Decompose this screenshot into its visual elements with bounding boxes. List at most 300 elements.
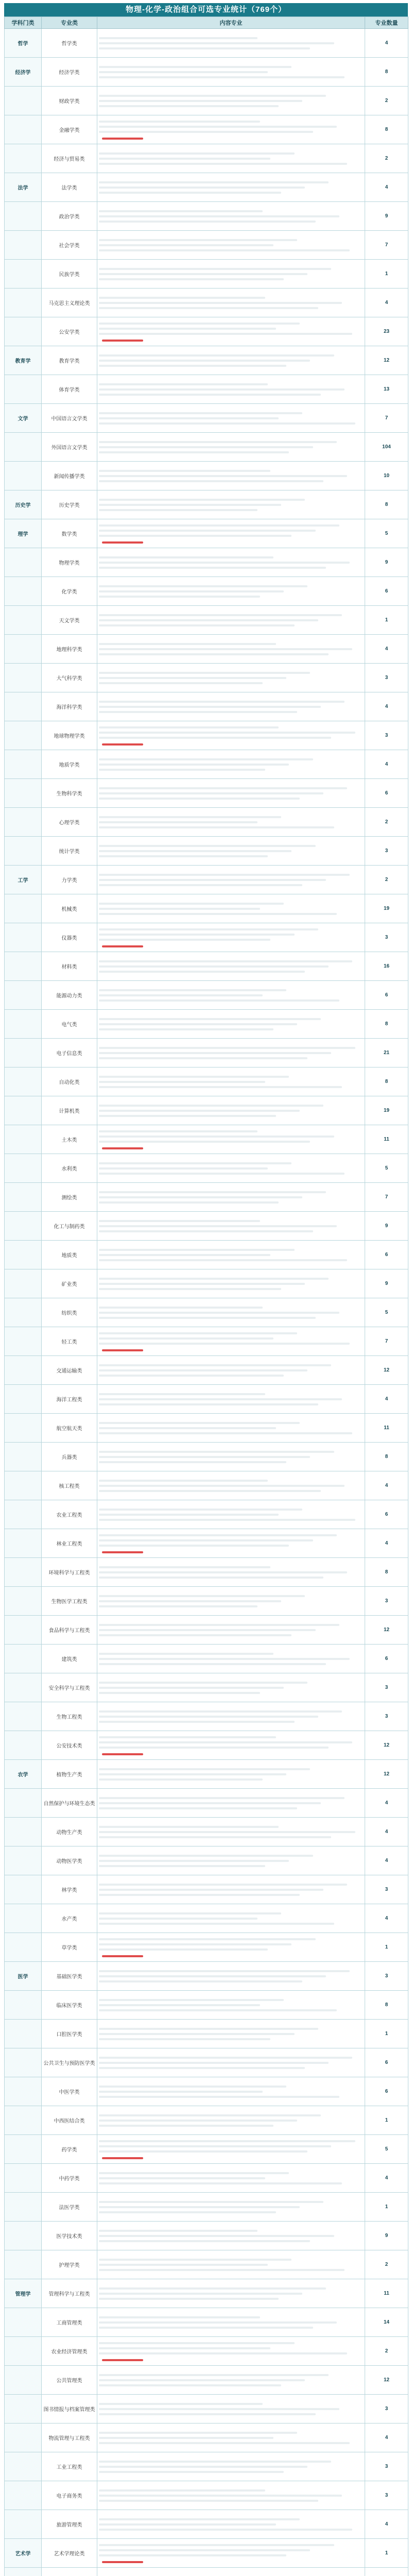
- row-subcategory: 社会学类: [42, 231, 97, 260]
- row-count: 4: [365, 1789, 408, 1818]
- content-text-line: [99, 701, 345, 703]
- content-text-line: [99, 360, 310, 362]
- row-content-list: [97, 1414, 365, 1443]
- row-subcategory: 仪器类: [42, 923, 97, 952]
- row-count: 9: [365, 202, 408, 231]
- content-text-line: [99, 672, 310, 674]
- row-count: 4: [365, 173, 408, 202]
- row-category: [5, 2135, 42, 2164]
- table-row: [5, 1414, 408, 1443]
- row-count: 1: [365, 260, 408, 289]
- table-row: [5, 1645, 408, 1673]
- row-content-list: [97, 866, 365, 894]
- content-text-line: [99, 42, 334, 44]
- content-text-line: [99, 2529, 352, 2531]
- table-row: [5, 894, 408, 923]
- row-subcategory: 力学类: [42, 866, 97, 894]
- row-category: [5, 1673, 42, 1702]
- row-subcategory: 临床医学类: [42, 1991, 97, 2020]
- table-row: [5, 1385, 408, 1414]
- row-count: 8: [365, 58, 408, 87]
- content-text-line: [99, 2461, 331, 2463]
- row-subcategory: 管理科学与工程类: [42, 2279, 97, 2308]
- content-text-line: [99, 2201, 323, 2203]
- row-subcategory: 大气科学类: [42, 664, 97, 692]
- header-count: 专业数量: [365, 17, 408, 29]
- row-subcategory: 核工程类: [42, 1471, 97, 1500]
- content-text-line: [99, 441, 337, 443]
- row-subcategory: 护理学类: [42, 2250, 97, 2279]
- content-text-line: [99, 855, 268, 857]
- row-category: 教育学: [5, 346, 42, 375]
- content-text-line: [99, 1509, 302, 1511]
- content-text-line: [99, 1943, 291, 1945]
- row-category: [5, 1702, 42, 1731]
- content-text-line: [99, 302, 342, 304]
- table-row: [5, 1991, 408, 2020]
- row-category: [5, 1241, 42, 1269]
- row-category: [5, 808, 42, 837]
- row-category: [5, 664, 42, 692]
- row-subcategory: 工商管理类: [42, 2308, 97, 2337]
- table-row: [5, 1731, 408, 1760]
- row-content-list: [97, 952, 365, 981]
- row-category: [5, 750, 42, 779]
- content-text-line: [99, 1115, 276, 1117]
- row-count: 1: [365, 2539, 408, 2568]
- content-text-line: [99, 1682, 307, 1684]
- row-subcategory: 艺术学理论类: [42, 2539, 97, 2568]
- highlighted-text-marker: [102, 138, 143, 140]
- row-count: 6: [365, 981, 408, 1010]
- row-content-list: [97, 1789, 365, 1818]
- content-text-line: [99, 1865, 265, 1867]
- content-text-line: [99, 192, 281, 194]
- content-text-line: [99, 2091, 263, 2093]
- content-text-line: [99, 1747, 329, 1749]
- row-count: 4: [365, 750, 408, 779]
- content-text-line: [99, 2062, 329, 2064]
- row-content-list: [97, 144, 365, 173]
- table-row: [5, 1212, 408, 1241]
- content-text-line: [99, 758, 313, 760]
- content-text-line: [99, 1663, 326, 1665]
- row-category: 理学: [5, 519, 42, 548]
- row-category: [5, 1789, 42, 1818]
- row-subcategory: 农业经济管理类: [42, 2337, 97, 2366]
- content-text-line: [99, 1970, 350, 1972]
- table-row: [5, 866, 408, 894]
- table-row: [5, 2452, 408, 2481]
- content-text-line: [99, 1259, 347, 1261]
- row-subcategory: 环境科学与工程类: [42, 1558, 97, 1587]
- table-row: [5, 1673, 408, 1702]
- content-text-line: [99, 939, 270, 941]
- content-text-line: [99, 826, 334, 828]
- row-content-list: [97, 779, 365, 808]
- content-text-line: [99, 2150, 307, 2153]
- row-category: [5, 1183, 42, 1212]
- row-category: [5, 606, 42, 635]
- row-content-list: [97, 1212, 365, 1241]
- content-text-line: [99, 1836, 331, 1838]
- row-count: 4: [365, 1385, 408, 1414]
- content-text-line: [99, 105, 279, 107]
- content-text-line: [99, 1768, 310, 1770]
- content-text-line: [99, 2466, 307, 2468]
- content-text-line: [99, 152, 295, 155]
- row-content-list: [97, 2279, 365, 2308]
- content-text-line: [99, 792, 323, 794]
- row-subcategory: 历史学类: [42, 490, 97, 519]
- row-content-list: [97, 1587, 365, 1616]
- row-count: 8: [365, 1443, 408, 1471]
- row-count: 3: [365, 1875, 408, 1904]
- content-text-line: [99, 1141, 310, 1143]
- content-text-line: [99, 585, 307, 587]
- row-category: [5, 1846, 42, 1875]
- row-count: 5: [365, 1154, 408, 1183]
- content-text-line: [99, 126, 337, 128]
- content-text-line: [99, 1884, 347, 1886]
- row-content-list: [97, 1067, 365, 1096]
- content-text-line: [99, 2518, 300, 2520]
- content-text-line: [99, 908, 260, 910]
- table-row: [5, 548, 408, 577]
- table-row: [5, 808, 408, 837]
- row-count: 4: [365, 29, 408, 58]
- row-count: 5: [365, 2135, 408, 2164]
- content-text-line: [99, 1278, 329, 1280]
- content-text-line: [99, 2293, 302, 2295]
- content-text-line: [99, 1403, 318, 1405]
- content-text-line: [99, 1332, 297, 1334]
- row-subcategory: 测绘类: [42, 1183, 97, 1212]
- content-text-line: [99, 1721, 295, 1723]
- content-text-line: [99, 874, 350, 876]
- table-row: [5, 462, 408, 490]
- row-category: [5, 1067, 42, 1096]
- content-text-line: [99, 934, 295, 936]
- content-text-line: [99, 328, 276, 330]
- content-text-line: [99, 417, 279, 419]
- content-text-line: [99, 2206, 300, 2208]
- table-row: [5, 721, 408, 750]
- content-text-line: [99, 412, 302, 414]
- content-text-line: [99, 1136, 334, 1138]
- row-subcategory: 矿业类: [42, 1269, 97, 1298]
- row-count: 2: [365, 2337, 408, 2366]
- row-count: 2: [365, 808, 408, 837]
- content-text-line: [99, 567, 326, 569]
- table-row: [5, 2424, 408, 2452]
- table-row: [5, 231, 408, 260]
- row-subcategory: 物理学类: [42, 548, 97, 577]
- row-category: [5, 2193, 42, 2222]
- row-count: 4: [365, 1818, 408, 1846]
- content-text-line: [99, 682, 263, 684]
- content-text-line: [99, 394, 321, 396]
- content-text-line: [99, 100, 302, 102]
- row-category: [5, 202, 42, 231]
- row-content-list: [97, 750, 365, 779]
- table-row: [5, 1875, 408, 1904]
- content-text-line: [99, 354, 334, 357]
- row-subcategory: 动物医学类: [42, 1846, 97, 1875]
- content-text-line: [99, 2259, 291, 2261]
- row-subcategory: 政治学类: [42, 202, 97, 231]
- content-text-line: [99, 677, 286, 679]
- row-category: 法学: [5, 173, 42, 202]
- content-text-line: [99, 1028, 273, 1030]
- row-category: [5, 1875, 42, 1904]
- row-content-list: [97, 1385, 365, 1414]
- table-row: [5, 2250, 408, 2279]
- row-category: [5, 115, 42, 144]
- content-text-line: [99, 764, 289, 766]
- content-text-line: [99, 215, 339, 217]
- row-count: 6: [365, 2048, 408, 2077]
- row-subcategory: 公共卫生与预防医学类: [42, 2048, 97, 2077]
- row-count: 3: [365, 664, 408, 692]
- content-text-line: [99, 1201, 279, 1204]
- content-text-line: [99, 1948, 268, 1951]
- table-row: [5, 1356, 408, 1385]
- row-content-list: [97, 1702, 365, 1731]
- row-content-list: [97, 2539, 365, 2568]
- row-category: [5, 1587, 42, 1616]
- content-text-line: [99, 1855, 313, 1857]
- row-content-list: [97, 2481, 365, 2510]
- row-content-list: [97, 1096, 365, 1125]
- row-category: [5, 2452, 42, 2481]
- highlighted-text-marker: [102, 1349, 143, 1351]
- content-text-line: [99, 1191, 326, 1193]
- content-text-line: [99, 1831, 355, 1833]
- content-text-line: [99, 711, 297, 713]
- content-text-line: [99, 913, 337, 915]
- content-text-line: [99, 2264, 268, 2266]
- row-count: 14: [365, 2308, 408, 2337]
- row-category: [5, 635, 42, 664]
- row-count: 3: [365, 1587, 408, 1616]
- content-text-line: [99, 2347, 270, 2349]
- row-count: 19: [365, 894, 408, 923]
- content-text-line: [99, 2374, 329, 2376]
- table-row: [5, 1616, 408, 1645]
- row-subcategory: 安全科学与工程类: [42, 1673, 97, 1702]
- row-count: 1: [365, 2020, 408, 2048]
- row-count: 9: [365, 548, 408, 577]
- row-category: [5, 1327, 42, 1356]
- content-text-line: [99, 2379, 305, 2381]
- row-count: 3: [365, 1673, 408, 1702]
- row-category: [5, 375, 42, 404]
- row-content-list: [97, 519, 365, 548]
- content-text-line: [99, 1451, 334, 1453]
- table-row: [5, 1241, 408, 1269]
- row-content-list: [97, 1818, 365, 1846]
- table-row: [5, 2077, 408, 2106]
- table-row: [5, 2568, 408, 2576]
- content-text-line: [99, 2408, 339, 2410]
- content-text-line: [99, 2327, 313, 2329]
- content-text-line: [99, 1369, 307, 1371]
- row-subcategory: 法医学类: [42, 2193, 97, 2222]
- row-category: 管理学: [5, 2279, 42, 2308]
- content-text-line: [99, 850, 291, 852]
- content-text-line: [99, 816, 281, 818]
- row-category: [5, 1904, 42, 1933]
- content-text-line: [99, 2437, 273, 2439]
- content-text-line: [99, 2057, 352, 2059]
- content-text-line: [99, 76, 345, 78]
- row-subcategory: 电子信息类: [42, 1039, 97, 1067]
- row-count: 12: [365, 346, 408, 375]
- content-text-line: [99, 1807, 297, 1809]
- row-content-list: [97, 2020, 365, 2048]
- content-text-line: [99, 1797, 345, 1799]
- row-category: [5, 1125, 42, 1154]
- row-subcategory: 水产类: [42, 1904, 97, 1933]
- row-content-list: [97, 1269, 365, 1298]
- content-text-line: [99, 1130, 258, 1132]
- row-category: [5, 1933, 42, 1962]
- content-text-line: [99, 2523, 276, 2526]
- row-count: 2: [365, 866, 408, 894]
- content-text-line: [99, 971, 305, 973]
- row-subcategory: 图书情报与档案管理类: [42, 2395, 97, 2424]
- row-subcategory: 工业工程类: [42, 2452, 97, 2481]
- row-subcategory: 海洋工程类: [42, 1385, 97, 1414]
- content-text-line: [99, 1658, 350, 1660]
- document-title: 物理-化学-政治组合可选专业统计（769个）: [4, 3, 408, 16]
- row-category: [5, 317, 42, 346]
- content-text-line: [99, 2038, 270, 2040]
- highlighted-text-marker: [102, 945, 143, 947]
- content-text-line: [99, 2114, 321, 2116]
- row-category: 农学: [5, 1760, 42, 1789]
- table-row: [5, 58, 408, 87]
- content-text-line: [99, 1456, 310, 1458]
- table-row: [5, 2366, 408, 2395]
- table-row: [5, 317, 408, 346]
- row-count: 13: [365, 375, 408, 404]
- table-row: [5, 664, 408, 692]
- row-content-list: [97, 1010, 365, 1039]
- content-text-line: [99, 1773, 286, 1775]
- content-text-line: [99, 1230, 313, 1232]
- table-row: [5, 1904, 408, 1933]
- content-text-line: [99, 422, 355, 425]
- row-category: [5, 1991, 42, 2020]
- row-content-list: [97, 664, 365, 692]
- row-count: 16: [365, 952, 408, 981]
- row-content-list: [97, 1558, 365, 1587]
- row-category: [5, 894, 42, 923]
- content-text-line: [99, 2352, 347, 2354]
- table-row: [5, 1587, 408, 1616]
- content-text-line: [99, 596, 260, 598]
- row-content-list: [97, 1991, 365, 2020]
- content-text-line: [99, 504, 281, 506]
- row-content-list: [97, 837, 365, 866]
- highlighted-text-marker: [102, 340, 143, 342]
- header-category: 学科门类: [5, 17, 42, 29]
- row-category: [5, 2481, 42, 2510]
- content-text-line: [99, 2004, 260, 2006]
- row-count: 4: [365, 2164, 408, 2193]
- row-content-list: [97, 490, 365, 519]
- row-content-list: [97, 2568, 365, 2576]
- table-row: [5, 1933, 408, 1962]
- content-text-line: [99, 614, 342, 616]
- row-content-list: [97, 2048, 365, 2077]
- row-count: 3: [365, 2452, 408, 2481]
- row-subcategory: 生物工程类: [42, 1702, 97, 1731]
- row-content-list: [97, 692, 365, 721]
- row-subcategory: 地质类: [42, 1241, 97, 1269]
- content-text-line: [99, 480, 323, 482]
- table-row: [5, 2164, 408, 2193]
- content-text-line: [99, 1980, 302, 1982]
- content-text-line: [99, 1225, 337, 1227]
- row-subcategory: 生物科学类: [42, 779, 97, 808]
- row-content-list: [97, 1039, 365, 1067]
- row-content-list: [97, 317, 365, 346]
- content-text-line: [99, 2495, 342, 2497]
- content-text-line: [99, 307, 318, 309]
- row-subcategory: 旅游管理类: [42, 2510, 97, 2539]
- table-row: [5, 260, 408, 289]
- content-text-line: [99, 1490, 321, 1492]
- row-content-list: [97, 1875, 365, 1904]
- content-text-line: [99, 619, 318, 621]
- content-text-line: [99, 1047, 355, 1049]
- content-text-line: [99, 2028, 318, 2030]
- content-text-line: [99, 2240, 310, 2242]
- content-text-line: [99, 737, 331, 739]
- content-text-line: [99, 273, 307, 275]
- content-text-line: [99, 66, 291, 68]
- table-row: [5, 346, 408, 375]
- row-content-list: [97, 202, 365, 231]
- content-text-line: [99, 95, 326, 97]
- table-row: [5, 981, 408, 1010]
- row-count: 9: [365, 1269, 408, 1298]
- row-subcategory: 生物医学工程类: [42, 1587, 97, 1616]
- content-text-line: [99, 1826, 279, 1828]
- row-subcategory: 法学类: [42, 173, 97, 202]
- row-count: 11: [365, 1414, 408, 1443]
- content-text-line: [99, 2316, 260, 2318]
- row-subcategory: 公安学类: [42, 317, 97, 346]
- row-count: 9: [365, 1212, 408, 1241]
- table-row: [5, 173, 408, 202]
- row-subcategory: 公共管理类: [42, 2366, 97, 2395]
- content-text-line: [99, 1398, 342, 1400]
- content-text-line: [99, 1514, 279, 1516]
- row-content-list: [97, 894, 365, 923]
- row-content-list: [97, 2222, 365, 2250]
- row-subcategory: 中药学类: [42, 2164, 97, 2193]
- table-row: [5, 2135, 408, 2164]
- row-content-list: [97, 58, 365, 87]
- table-row: [5, 1818, 408, 1846]
- content-text-line: [99, 131, 313, 133]
- row-category: 历史学: [5, 490, 42, 519]
- row-subcategory: 财政学类: [42, 87, 97, 115]
